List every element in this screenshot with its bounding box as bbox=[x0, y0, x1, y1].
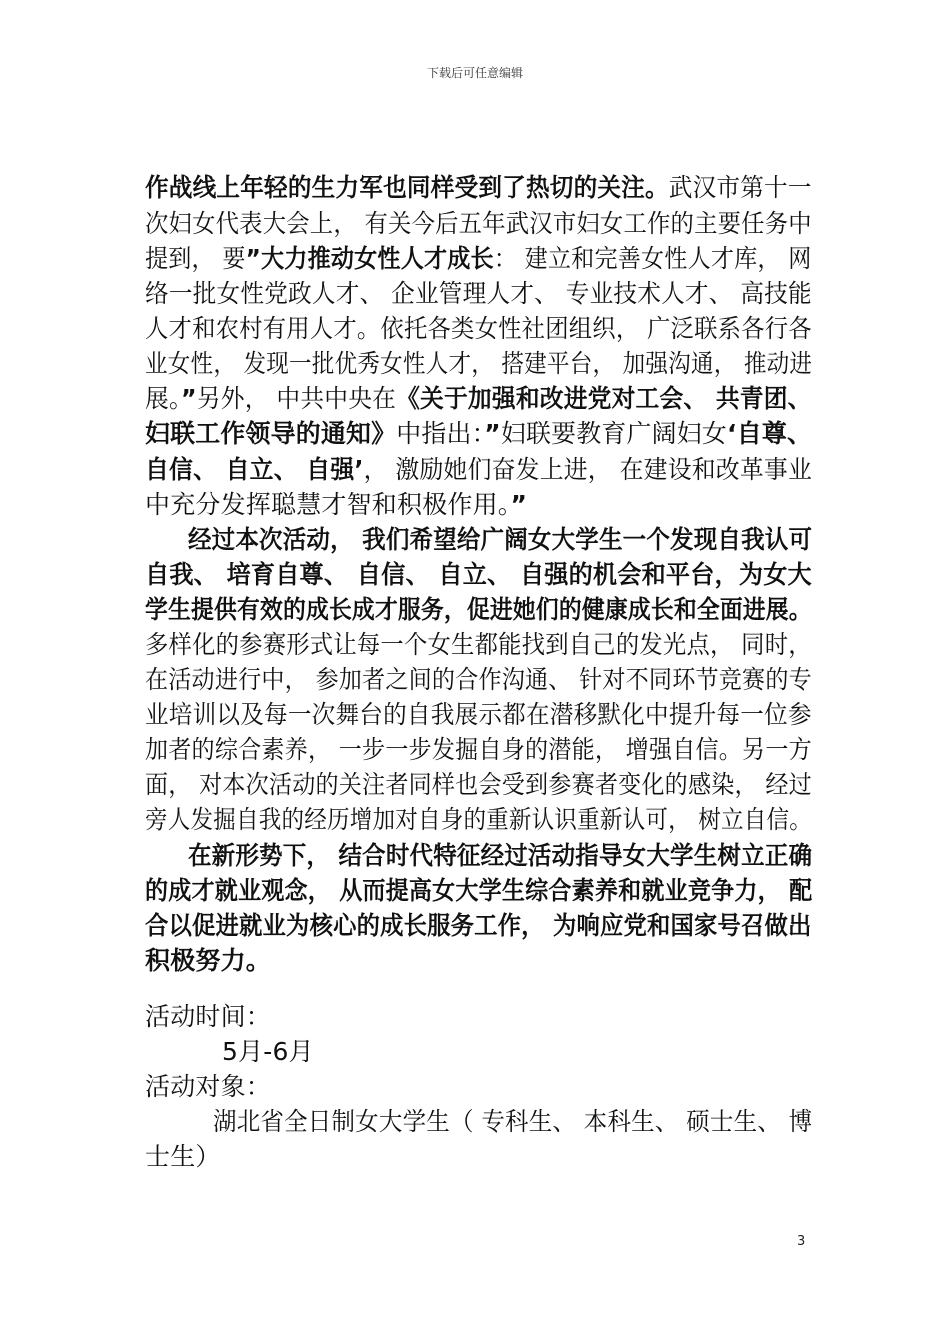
text-segment: 中指出： bbox=[396, 419, 485, 448]
bold-text-segment: ”大力推动女性人才成长 bbox=[245, 244, 494, 273]
text-line bbox=[145, 172, 812, 204]
text-segment: ： 建立和完善女性人才库， 网 bbox=[493, 244, 812, 273]
text-segment: 多样化的参赛形式让每一个女生都能找到自己的发光点， 同时， bbox=[145, 630, 812, 659]
text-line bbox=[145, 629, 812, 661]
text-segment: 武汉市第十一 bbox=[668, 173, 812, 202]
text-line bbox=[145, 769, 812, 801]
bold-text-segment: 自我、 培育自尊、 自信、 自立、 自强的机会和平台，为女大 bbox=[145, 560, 812, 589]
text-line bbox=[145, 348, 812, 380]
text-line bbox=[145, 910, 812, 942]
text-line bbox=[145, 734, 812, 766]
bold-text-segment: ” bbox=[484, 419, 501, 448]
text-line bbox=[145, 383, 812, 415]
text-segment: 中充分发挥聪慧才智和积极作用。 bbox=[145, 490, 511, 519]
text-line bbox=[145, 945, 271, 977]
text-line bbox=[213, 1106, 812, 1138]
bold-text-segment: 自信、 自立、 自强’ bbox=[145, 455, 364, 484]
bold-text-segment: ” bbox=[181, 384, 197, 413]
text-segment: ， 激励她们奋发上进， 在建设和改革事业 bbox=[363, 455, 813, 484]
text-segment: 旁人发掘自我的经历增加对自身的重新认识重新认可， 树立自信。 bbox=[145, 805, 812, 834]
text-segment: 5月-6月 bbox=[222, 1037, 314, 1066]
bold-text-segment: 积极努力。 bbox=[145, 946, 272, 975]
text-segment: 在活动进行中， 参加者之间的合作沟通、 针对不同环节竞赛的专 bbox=[145, 665, 812, 694]
text-line bbox=[145, 489, 527, 521]
text-segment: 士生） bbox=[145, 1142, 221, 1171]
text-line bbox=[145, 875, 812, 907]
bold-text-segment: 作战线上年轻的生力军也同样受到了热切的关注。 bbox=[145, 173, 669, 202]
text-segment: 络一批女性党政人才、 企业管理人才、 专业技术人才、 高技能 bbox=[145, 279, 812, 308]
text-line bbox=[145, 594, 812, 626]
text-line bbox=[145, 804, 812, 836]
text-line bbox=[145, 454, 812, 486]
bold-text-segment: 《关于加强和改进党对工会、 共青团、 bbox=[396, 384, 812, 413]
bold-text-segment: 在新形势下， 结合时代特征经过活动指导女大学生树立正确 bbox=[188, 841, 813, 870]
text-line bbox=[145, 559, 812, 591]
page-number: 3 bbox=[797, 1234, 806, 1249]
text-line bbox=[145, 278, 812, 310]
text-segment: 人才和农村有用人才。依托各类女性社团组织， 广泛联系各行各 bbox=[145, 314, 812, 343]
text-segment: 业培训以及每一次舞台的自我展示都在潜移默化中提升每一位参 bbox=[145, 700, 812, 729]
text-segment: 妇联要教育广阔妇女 bbox=[500, 419, 728, 448]
bold-text-segment: 经过本次活动， 我们希望给广阔女大学生一个发现自我认可 bbox=[188, 525, 813, 554]
text-segment: 提到， 要 bbox=[145, 244, 246, 273]
bold-text-segment: 学生提供有效的成长成才服务，促进她们的健康成长和全面进展。 bbox=[145, 595, 812, 624]
text-line bbox=[222, 1036, 314, 1068]
text-segment: 另外， 中共中央在 bbox=[196, 384, 397, 413]
text-line bbox=[145, 699, 812, 731]
text-line bbox=[145, 664, 812, 696]
text-segment: 湖北省全日制女大学生（ 专科生、 本科生、 硕士生、 博 bbox=[213, 1107, 813, 1136]
bold-text-segment: 合以促进就业为核心的成长服务工作， 为响应党和国家号召做出 bbox=[145, 911, 812, 940]
text-segment: 加者的综合素养， 一步一步发掘自身的潜能， 增强自信。另一方 bbox=[145, 735, 812, 764]
text-segment: 活动时间： bbox=[145, 1002, 272, 1031]
text-line bbox=[145, 418, 812, 450]
text-segment: 次妇女代表大会上， 有关今后五年武汉市妇女工作的主要任务中 bbox=[145, 209, 812, 238]
text-segment: 面， 对本次活动的关注者同样也会受到参赛者变化的感染， 经过 bbox=[145, 770, 812, 799]
text-line bbox=[188, 524, 812, 556]
text-line bbox=[145, 243, 812, 275]
text-line bbox=[145, 1071, 271, 1103]
text-segment: 展。 bbox=[145, 384, 182, 413]
bold-text-segment: 的成才就业观念， 从而提高女大学生综合素养和就业竞争力， 配 bbox=[145, 876, 813, 905]
text-line bbox=[145, 1141, 221, 1173]
bold-text-segment: 妇联工作领导的通知》 bbox=[145, 419, 397, 448]
text-line bbox=[145, 208, 812, 240]
page-header: 下载后可任意编辑 bbox=[426, 66, 523, 80]
text-segment: 业女性， 发现一批优秀女性人才， 搭建平台， 加强沟通， 推动进 bbox=[145, 349, 813, 378]
text-segment: 活动对象： bbox=[145, 1072, 272, 1101]
text-line bbox=[145, 313, 812, 345]
bold-text-segment: ” bbox=[510, 490, 528, 519]
text-line bbox=[188, 840, 812, 872]
bold-text-segment: ‘自尊、 bbox=[727, 419, 813, 448]
text-line bbox=[145, 1001, 271, 1033]
